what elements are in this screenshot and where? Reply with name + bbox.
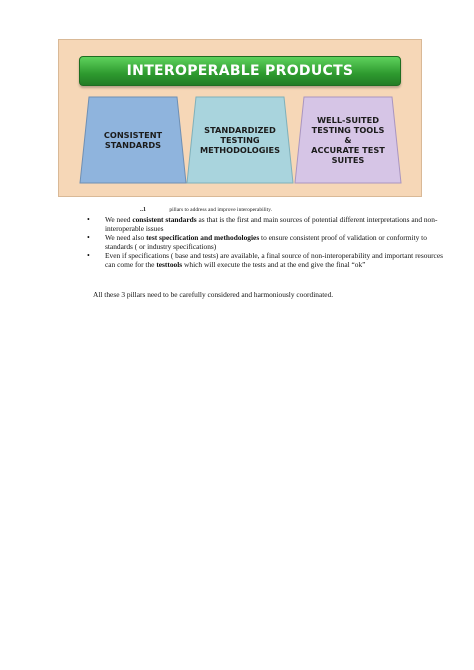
pillar-2-line-3: METHODOLOGIES — [199, 145, 281, 155]
bullet-text-post: which will execute the tests and at the end give the final “ok” — [182, 260, 366, 269]
pillar-3-line-2: TESTING TOOLS — [311, 125, 385, 135]
pillar-2-line-1: STANDARDIZED — [204, 125, 276, 135]
pillar-testing-tools — [294, 96, 402, 184]
bullet-text-pre: Even if specifications ( base and tests) are available, a final source of non-interoperability and important resources can come for the — [105, 251, 443, 269]
interoperability-figure — [58, 39, 422, 197]
bullet-glyph: • — [87, 215, 90, 224]
bullet-text-post: to ensure consistent proof of validation or conformity to standards ( or industry specifications) — [105, 233, 427, 251]
pillar-3-line-3: & — [344, 135, 352, 145]
pillar-label — [304, 96, 392, 184]
pillar-label — [89, 96, 177, 184]
pillar-1-line-2: STANDARDS — [104, 140, 162, 150]
closing-paragraph: All these 3 pillars need to be carefully considered and harmoniously coordinated. — [93, 290, 334, 299]
pillar-1-line-1: CONSISTENT — [103, 130, 163, 140]
banner-interoperable-products: INTEROPERABLE PRODUCTS — [79, 56, 401, 86]
caption-number: ..1 — [140, 207, 146, 213]
list-item — [87, 215, 453, 233]
pillar-2-line-2: TESTING — [220, 135, 260, 145]
bullet-text-bold: test specification and methodologies — [146, 233, 260, 242]
list-item — [87, 233, 453, 251]
bullet-text-post: as that is the first and main sources of potential different interpretations and non-interoperable issues — [105, 215, 438, 233]
bullet-glyph: • — [87, 251, 90, 260]
bullet-list — [87, 215, 453, 269]
pillar-label — [196, 96, 284, 184]
pillar-3-line-1: WELL-SUITED — [316, 115, 380, 125]
pillar-3-line-4: ACCURATE TEST — [311, 145, 385, 155]
bullet-text-bold: testtools — [156, 260, 183, 269]
bullet-text-pre: We need also — [105, 233, 147, 242]
pillar-standardized-testing — [186, 96, 294, 184]
bullet-text-pre: We need — [105, 215, 133, 224]
pillar-3-line-5: SUITES — [331, 155, 365, 165]
figure-caption — [140, 207, 272, 213]
bullet-text-bold: consistent standards — [132, 215, 197, 224]
bullet-glyph: • — [87, 233, 90, 242]
list-item — [87, 251, 453, 269]
caption-text: pillars to address and improve interoperability. — [169, 207, 272, 213]
pillar-consistent-standards — [79, 96, 187, 184]
